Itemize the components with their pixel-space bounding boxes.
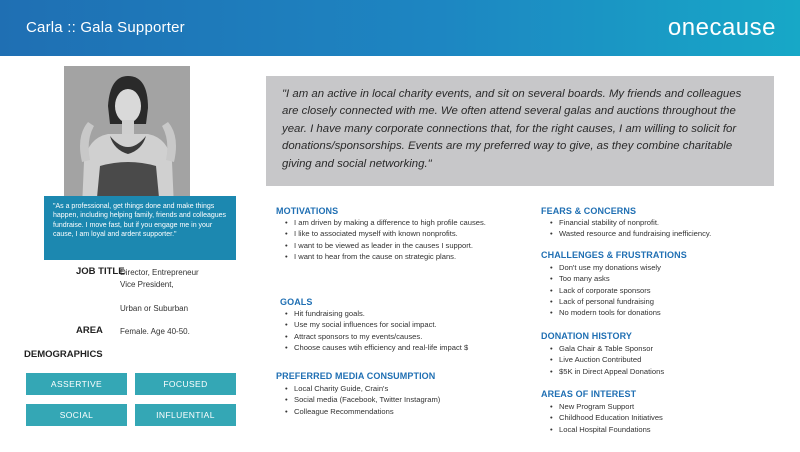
- list-item: • Lack of corporate sponsors: [549, 285, 779, 296]
- tag-focused: FOCUSED: [135, 373, 236, 395]
- motivations-title: MOTIVATIONS: [276, 206, 339, 216]
- list-item: • Social media (Facebook, Twitter Instagram): [284, 394, 524, 405]
- goals-title: GOALS: [280, 297, 313, 307]
- fears-title: FEARS & CONCERNS: [541, 206, 637, 216]
- list-item: • New Program Support: [549, 401, 779, 412]
- job-title-line-3: Urban or Suburban: [120, 304, 189, 313]
- list-item: • Choose causes wtih efficiency and real-life impact $: [284, 342, 524, 353]
- list-item: • Live Auction Contributed: [549, 354, 779, 365]
- tag-social: SOCIAL: [26, 404, 127, 426]
- donation-history-title: DONATION HISTORY: [541, 331, 632, 341]
- profile-quote: "As a professional, get things done and make things happen, including helping family, friends and colleagues fundraise. I move fast, but if you engage me in your cause, I am loyal and ardent supporter.": [44, 196, 236, 260]
- list-item: • I am driven by making a difference to high profile causes.: [284, 217, 514, 228]
- area-label: AREA: [76, 325, 103, 336]
- job-title-line-1: Director, Entrepreneur: [120, 268, 199, 277]
- list-item: • I want to hear from the cause on strategic plans.: [284, 251, 514, 262]
- tag-influential: INFLUENTIAL: [135, 404, 236, 426]
- list-item: • Gala Chair & Table Sponsor: [549, 343, 779, 354]
- fears-list: [549, 217, 779, 240]
- onecause-logo: onecause: [667, 14, 776, 41]
- header-banner: [0, 0, 800, 56]
- interests-list: [549, 401, 779, 435]
- portrait-illustration: [64, 66, 190, 208]
- challenges-title: CHALLENGES & FRUSTRATIONS: [541, 250, 687, 260]
- area-value: Female. Age 40-50.: [120, 327, 190, 336]
- motivations-list: [284, 217, 514, 262]
- job-title-label: JOB TITLE: [76, 266, 125, 277]
- challenges-list: [549, 262, 779, 318]
- list-item: • Don't use my donations wisely: [549, 262, 779, 273]
- list-item: • I want to be viewed as leader in the causes I support.: [284, 240, 514, 251]
- persona-title: Carla :: Gala Supporter: [26, 19, 185, 36]
- list-item: • Use my social influences for social impact.: [284, 319, 524, 330]
- demographics-label: DEMOGRAPHICS: [24, 349, 103, 360]
- list-item: • Childhood Education Initiatives: [549, 412, 779, 423]
- interests-title: AREAS OF INTEREST: [541, 389, 637, 399]
- list-item: • $5K in Direct Appeal Donations: [549, 366, 779, 377]
- list-item: • Wasted resource and fundraising inefficiency.: [549, 228, 779, 239]
- list-item: • Local Charity Guide, Crain's: [284, 383, 524, 394]
- list-item: • Hit fundraising goals.: [284, 308, 524, 319]
- tag-assertive: ASSERTIVE: [26, 373, 127, 395]
- list-item: • No modern tools for donations: [549, 307, 779, 318]
- job-title-line-2: Vice President,: [120, 280, 174, 289]
- persona-main-quote: "I am an active in local charity events, and sit on several boards. My friends and colleagues are closely connected with me. We often attend several galas and auctions throughout the year. I have many corporate connections that, for the right causes, I am willing to solicit for donations/sponsorships. Events are my preferred way to give, as they combine charitable giving and social networking.": [266, 76, 774, 186]
- list-item: • Too many asks: [549, 273, 779, 284]
- list-item: • Attract sponsors to my events/causes.: [284, 331, 524, 342]
- persona-photo: [64, 66, 190, 208]
- goals-list: [284, 308, 524, 353]
- list-item: • Colleague Recommendations: [284, 406, 524, 417]
- list-item: • Local Hospital Foundations: [549, 424, 779, 435]
- list-item: • Lack of personal fundraising: [549, 296, 779, 307]
- donation-list: [549, 343, 779, 377]
- media-list: [284, 383, 524, 417]
- list-item: • I like to associated myself with known nonprofits.: [284, 228, 514, 239]
- media-title: PREFERRED MEDIA CONSUMPTION: [276, 371, 436, 381]
- list-item: • Financial stability of nonprofit.: [549, 217, 779, 228]
